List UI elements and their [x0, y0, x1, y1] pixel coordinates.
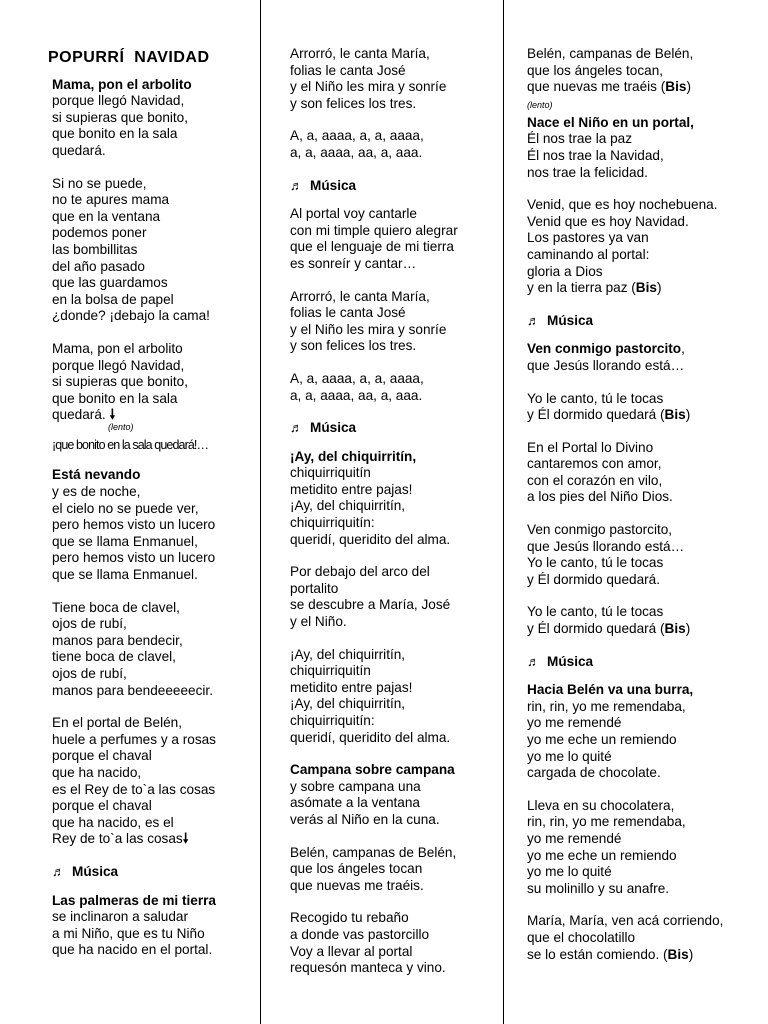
- verse-line: que se llama Enmanuel.: [52, 567, 198, 583]
- verse-line: que nuevas me traéis.: [290, 877, 424, 893]
- verse-line: y Él dormido quedará.: [527, 571, 660, 587]
- verse-line: Mama, pon el arbolito: [52, 76, 192, 92]
- verse-line: María, María, ven acá corriendo,: [527, 913, 724, 929]
- verse-line: folias le canta José: [290, 62, 406, 78]
- verse-line: que Jesús llorando está…: [527, 538, 685, 554]
- verse-line: Venid que es hoy Navidad.: [527, 213, 689, 229]
- verse-line: yo me eche un remiendo: [527, 847, 677, 863]
- verse-line: Venid, que es hoy nochebuena.: [527, 197, 718, 213]
- verse-line: Yo le canto, tú le tocas: [527, 604, 664, 620]
- bis-mark: Bis: [667, 946, 689, 962]
- verse-line: portalito: [290, 580, 339, 596]
- verse-line: a mi Niño, que es tu Niño: [52, 925, 205, 941]
- verse-line: ¡que bonito en la sala quedará!…: [52, 437, 209, 452]
- song-heading: Campana sobre campana: [290, 762, 455, 778]
- verse-line: y es de noche,: [52, 484, 141, 500]
- page-title: POPURRÍ NAVIDAD: [48, 49, 210, 66]
- music-label: Música: [310, 420, 357, 436]
- verse-line: manos para bendeeeeecir.: [52, 682, 213, 698]
- stanza: [527, 341, 760, 374]
- verse-line: ¡Ay, del chiquirritín,: [290, 696, 406, 712]
- verse-line: ¡Ay, del chiquirritín,: [290, 646, 406, 662]
- verse-line: Los pastores ya van: [527, 230, 649, 246]
- verse-line: nos trae la felicidad.: [527, 164, 648, 180]
- stanza: [527, 391, 760, 424]
- verse-line: las bombillitas: [52, 241, 138, 257]
- verse-line: metidito entre pajas!: [290, 481, 413, 497]
- verse-line: si supieras que bonito,: [52, 374, 189, 390]
- verse-line: queridí, queridito del alma.: [290, 531, 451, 547]
- verse-line: ¡Ay, del chiquirritín,: [290, 498, 406, 514]
- verse-line: con el corazón en vilo,: [527, 472, 663, 488]
- verse-line: que bonito en la sala: [52, 126, 178, 142]
- verse-line: Lleva en su chocolatera,: [527, 797, 675, 813]
- verse-line: se lo están comiendo. (Bis): [527, 946, 694, 962]
- verse-text: Rey de to`a las cosas: [52, 831, 183, 847]
- verse-line: que los ángeles tocan,: [527, 62, 664, 78]
- music-note-icon: ♬: [52, 863, 65, 879]
- verse-line: que en la ventana: [52, 208, 161, 224]
- music-label: Música: [547, 653, 594, 669]
- verse-line: metidito entre pajas!: [290, 679, 413, 695]
- column-left: [0, 0, 260, 1024]
- verse-line: no te apures mama: [52, 192, 170, 208]
- verse-line: Al portal voy cantarle: [290, 206, 417, 222]
- verse-line: Belén, campanas de Belén,: [290, 844, 457, 860]
- verse-line: que ha nacido,: [52, 764, 142, 780]
- verse-line: es el Rey de to`a las cosas: [52, 781, 216, 797]
- stanza: [290, 206, 493, 272]
- verse-line: yo me remendé: [527, 830, 622, 846]
- verse-line: Mama, pon el arbolito: [52, 340, 183, 356]
- stanza: [52, 893, 250, 959]
- verse-line: Por debajo del arco del: [290, 564, 430, 580]
- stanza: [290, 46, 493, 112]
- verse-line: que ha nacido, es el: [52, 814, 174, 830]
- verse-line: a los pies del Niño Dios.: [527, 489, 673, 505]
- verse-line: queridí, queridito del alma.: [290, 729, 451, 745]
- verse-line: A, a, aaaa, a, a, aaaa,: [290, 128, 424, 144]
- column-right: [503, 0, 768, 1024]
- verse-line: En el portal de Belén,: [52, 715, 182, 731]
- verse-line: cargada de chocolate.: [527, 765, 661, 781]
- music-interlude: [527, 313, 760, 330]
- verse-line: porque el chaval: [52, 798, 152, 814]
- verse-line: pero hemos visto un lucero: [52, 517, 216, 533]
- verse-line: que el lenguaje de mi tierra: [290, 239, 454, 255]
- verse-line: Yo le canto, tú le tocas: [527, 555, 664, 571]
- verse-line: podemos poner: [52, 225, 147, 241]
- verse-line: y Él dormido quedará (Bis): [527, 621, 691, 637]
- verse-line: porque llegó Navidad,: [52, 357, 185, 373]
- verse-line: cantaremos con amor,: [527, 456, 662, 472]
- tempo-note: (lento): [108, 421, 134, 432]
- verse-line: chiquirriquitín:: [290, 713, 375, 728]
- stanza: [290, 845, 493, 895]
- verse-line: y son felices los tres.: [290, 338, 417, 354]
- verse-line: tiene boca de clavel,: [52, 649, 176, 665]
- song-heading: ¡Ay, del chiquirritín,: [290, 448, 417, 464]
- verse-line: Arrorró, le canta María,: [290, 46, 430, 61]
- verse-line: del año pasado: [52, 258, 145, 274]
- verse-line: a donde vas pastorcillo: [290, 926, 430, 942]
- stanza: [527, 604, 760, 637]
- music-label: Música: [72, 863, 119, 879]
- stanza: [290, 762, 493, 828]
- song-heading: Ven conmigo pastorcito: [527, 341, 682, 357]
- stanza: [290, 371, 493, 404]
- verse-line: es sonreír y cantar…: [290, 255, 417, 271]
- verse-line: chiquirriquitín: [290, 663, 371, 679]
- music-label: Música: [310, 177, 357, 193]
- verse-line: [52, 831, 250, 848]
- song-heading: Nace el Niño en un portal,: [527, 114, 694, 130]
- verse-line: que el chocolatillo: [527, 929, 636, 945]
- stanza: [290, 647, 493, 747]
- verse-line: y el Niño les mira y sonríe: [290, 321, 447, 337]
- verse-text: y Él dormido quedará (: [527, 621, 665, 637]
- verse-line: Arrorró, le canta María,: [290, 288, 430, 304]
- verse-line: manos para bendecir,: [52, 632, 183, 648]
- stanza: [527, 682, 760, 782]
- stanza: [527, 115, 760, 181]
- verse-line: asómate a la ventana: [290, 795, 420, 811]
- stanza: [52, 715, 250, 848]
- verse-line: que los ángeles tocan: [290, 861, 423, 877]
- music-interlude: [52, 864, 250, 881]
- verse-line: Tiene boca de clavel,: [52, 599, 180, 615]
- verse-line: ¿donde? ¡debajo la cama!: [52, 308, 210, 324]
- verse-line: folias le canta José: [290, 305, 406, 321]
- verse-line: pero hemos visto un lucero: [52, 550, 216, 566]
- verse-line: En el Portal lo Divino: [527, 439, 654, 455]
- verse-text: y Él dormido quedará (: [527, 407, 665, 423]
- verse-line: Yo le canto, tú le tocas: [527, 390, 664, 406]
- column-middle: [260, 0, 503, 1024]
- stanza: [52, 341, 250, 454]
- verse-line: y Él dormido quedará (Bis): [527, 407, 691, 423]
- verse-line: Él nos trae la paz: [527, 131, 633, 147]
- verse-line: que Jesús llorando está…: [527, 357, 685, 373]
- verse-line: que se llama Enmanuel,: [52, 533, 198, 549]
- verse-line: yo me lo quité: [527, 748, 612, 764]
- music-interlude: [290, 178, 493, 195]
- music-note-icon: ♬: [527, 653, 540, 669]
- verse-line: se descubre a María, José: [290, 597, 451, 613]
- song-heading: Hacia Belén va una burra,: [527, 682, 694, 698]
- stanza: [52, 176, 250, 325]
- music-note-icon: ♬: [527, 312, 540, 328]
- stanza: [52, 467, 250, 583]
- bis-mark: Bis: [665, 79, 687, 95]
- verse-line: gloria a Dios: [527, 263, 603, 279]
- verse-line: caminando al portal:: [527, 246, 650, 262]
- verse-line: y sobre campana una: [290, 778, 421, 794]
- stanza: [290, 910, 493, 976]
- stanza: [527, 913, 760, 963]
- verse-line: A, a, aaaa, a, a, aaaa,: [290, 370, 424, 386]
- verse-line: el cielo no se puede ver,: [52, 500, 199, 516]
- verse-line: se inclinaron a saludar: [52, 909, 189, 925]
- verse-line: requesón manteca y vino.: [290, 960, 446, 976]
- song-heading: Las palmeras de mi tierra: [52, 892, 216, 908]
- stanza: [527, 798, 760, 898]
- verse-line: Belén, campanas de Belén,: [527, 46, 694, 61]
- stanza: [290, 564, 493, 630]
- music-note-icon: ♬: [290, 177, 303, 193]
- verse-line: porque llegó Navidad,: [52, 93, 185, 109]
- verse-text: que nuevas me traéis (: [527, 79, 666, 95]
- verse-text: se lo están comiendo. (: [527, 946, 668, 962]
- arrow-down-icon: 🠗: [109, 407, 116, 423]
- arrow-down-icon: 🠗: [182, 831, 189, 847]
- verse-line: huele a perfumes y a rosas: [52, 731, 216, 747]
- verse-line: porque el chaval: [52, 748, 152, 764]
- verse-text: y en la tierra paz (: [527, 280, 636, 296]
- music-label: Música: [547, 312, 594, 328]
- verse-line: y son felices los tres.: [290, 95, 417, 111]
- verse-text: quedará.: [52, 407, 106, 423]
- stanza: [527, 440, 760, 506]
- music-interlude: [290, 420, 493, 437]
- verse-line: ojos de rubí,: [52, 616, 127, 632]
- stanza: [52, 77, 250, 160]
- verse-line: Recogido tu rebaño: [290, 910, 409, 926]
- verse-line: ojos de rubí,: [52, 666, 127, 681]
- stanza: [290, 289, 493, 355]
- bis-mark: Bis: [635, 280, 657, 296]
- tempo-note: (lento): [527, 99, 553, 110]
- verse-line: chiquirriquitín: [290, 465, 371, 481]
- verse-line: [527, 341, 760, 358]
- verse-line: con mi timple quiero alegrar: [290, 222, 458, 238]
- verse-line: en la bolsa de papel: [52, 291, 174, 307]
- verse-line: Ven conmigo pastorcito,: [527, 522, 673, 538]
- verse-line: que bonito en la sala: [52, 390, 178, 406]
- stanza: [290, 449, 493, 549]
- verse-line: verás al Niño en la cuna.: [290, 811, 440, 827]
- verse-line: a, a, aaaa, aa, a, aaa.: [290, 387, 423, 403]
- stanza: [290, 128, 493, 161]
- verse-line: rin, rin, yo me remendaba,: [527, 814, 686, 830]
- verse-line: Él nos trae la Navidad,: [527, 147, 664, 163]
- verse-line: Si no se puede,: [52, 175, 147, 191]
- verse-line: que las guardamos: [52, 275, 168, 291]
- verse-line: su molinillo y su anafre.: [527, 880, 670, 896]
- verse-line: que nuevas me traéis (Bis): [527, 79, 691, 95]
- stanza: [527, 522, 760, 588]
- verse-line: yo me lo quité: [527, 864, 612, 880]
- bis-mark: Bis: [664, 621, 686, 637]
- stanza: [527, 46, 760, 111]
- verse-line: chiquirriquitín:: [290, 515, 375, 531]
- stanza: [52, 600, 250, 700]
- verse-line: que ha nacido en el portal.: [52, 942, 213, 958]
- music-interlude: [527, 654, 760, 671]
- verse-line: a, a, aaaa, aa, a, aaa.: [290, 144, 423, 160]
- verse-text: ,: [681, 341, 685, 357]
- verse-line: yo me remendé: [527, 715, 622, 731]
- bis-mark: Bis: [664, 407, 686, 423]
- verse-line: y el Niño les mira y sonríe: [290, 79, 447, 95]
- song-heading: Está nevando: [52, 467, 141, 483]
- verse-line: y en la tierra paz (Bis): [527, 280, 662, 296]
- verse-line: quedará.: [52, 142, 106, 158]
- music-note-icon: ♬: [290, 420, 303, 436]
- verse-line: yo me eche un remiendo: [527, 732, 677, 747]
- verse-line: Voy a llevar al portal: [290, 943, 413, 959]
- verse-line: si supieras que bonito,: [52, 109, 189, 125]
- stanza: [527, 197, 760, 297]
- verse-line: rin, rin, yo me remendaba,: [527, 698, 686, 714]
- verse-line: y el Niño.: [290, 614, 347, 630]
